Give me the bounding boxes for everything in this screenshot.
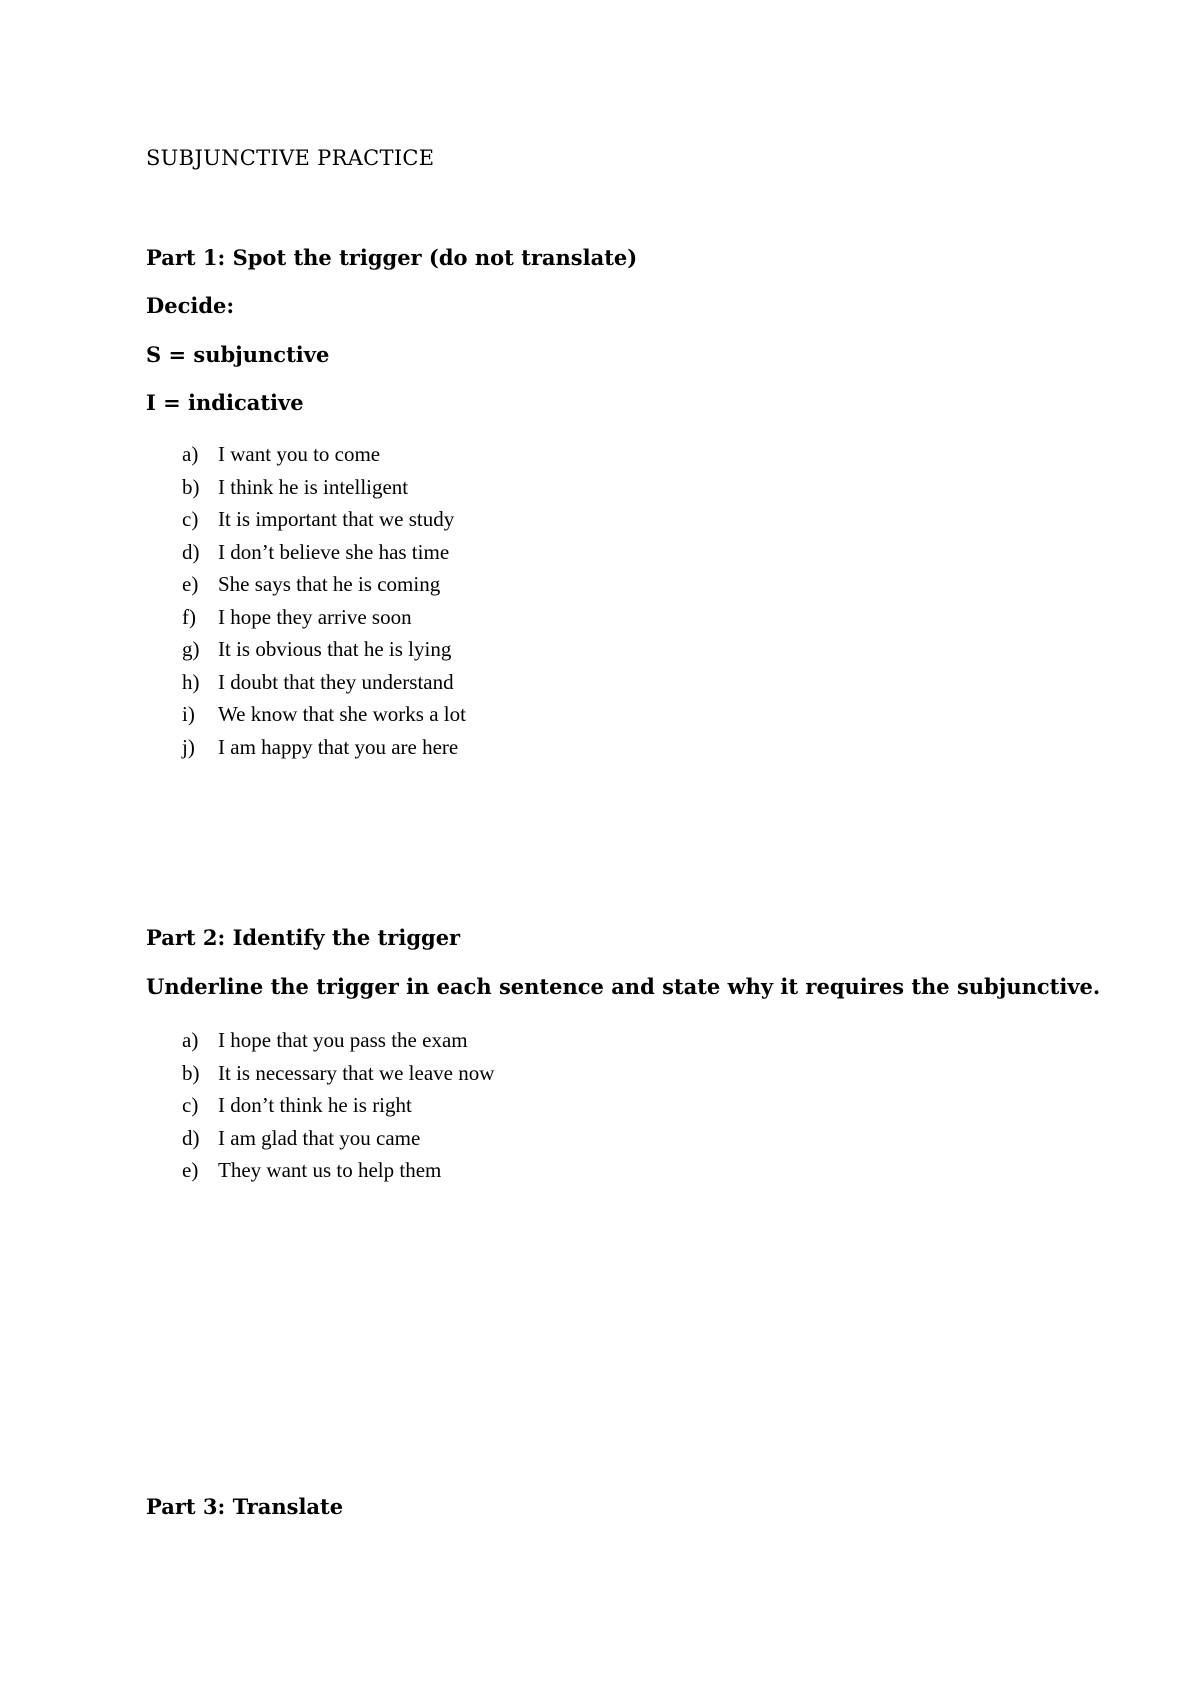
part2-heading: Part 2: Identify the trigger [146, 925, 461, 950]
list-marker: a) [182, 1028, 199, 1052]
list-item-text: I don’t think he is right [218, 1093, 412, 1117]
list-item [146, 471, 466, 504]
list-item-text: I want you to come [218, 442, 381, 466]
list-item [146, 503, 466, 536]
list-item-text: I think he is intelligent [218, 474, 409, 499]
list-item [146, 1024, 494, 1057]
list-item-text: She says that he is coming [218, 572, 441, 596]
list-item-text: We know that she works a lot [218, 702, 466, 726]
list-item-text: I hope that you pass the exam [218, 1028, 468, 1052]
part1-key-indicative: I = indicative [146, 390, 304, 415]
list-marker: e) [182, 572, 199, 596]
list-item-text: It is important that we study [218, 507, 455, 531]
part2-exercise-list [146, 1024, 494, 1187]
list-item [146, 601, 466, 634]
list-marker: d) [182, 539, 200, 564]
document-title: SUBJUNCTIVE PRACTICE [146, 146, 435, 170]
part1-exercise-list [146, 438, 466, 763]
list-item-text: It is obvious that he is lying [218, 637, 452, 661]
list-item [146, 666, 466, 699]
list-marker: i) [182, 702, 195, 726]
list-item-text: It is necessary that we leave now [218, 1060, 495, 1085]
list-marker: c) [182, 507, 199, 531]
part1-heading: Part 1: Spot the trigger (do not translate) [146, 245, 638, 270]
list-item [146, 1122, 494, 1155]
list-marker: f) [182, 604, 196, 629]
list-marker: b) [182, 1060, 200, 1085]
list-item [146, 1154, 494, 1187]
list-item-text: I am happy that you are here [218, 734, 459, 759]
list-item [146, 633, 466, 666]
list-item [146, 731, 466, 764]
list-item [146, 536, 466, 569]
list-item-text: I hope they arrive soon [218, 604, 412, 629]
part3-heading: Part 3: Translate [146, 1494, 344, 1519]
list-item-text: I am glad that you came [218, 1125, 421, 1150]
list-item [146, 698, 466, 731]
list-item-text: I don’t believe she has time [218, 539, 450, 564]
list-marker: g) [182, 637, 200, 661]
part1-key-subjunctive: S = subjunctive [146, 342, 330, 367]
list-item [146, 568, 466, 601]
part1-decide-label: Decide: [146, 293, 235, 318]
list-item [146, 438, 466, 471]
list-marker: c) [182, 1093, 199, 1117]
list-marker: b) [182, 474, 200, 499]
list-item [146, 1089, 494, 1122]
list-item-text: They want us to help them [218, 1158, 442, 1182]
list-item-text: I doubt that they understand [218, 669, 454, 694]
list-marker: h) [182, 669, 200, 694]
list-item [146, 1057, 494, 1090]
list-marker: e) [182, 1158, 199, 1182]
list-marker: a) [182, 442, 199, 466]
list-marker: d) [182, 1125, 200, 1150]
list-marker: j) [182, 734, 195, 759]
part2-instruction: Underline the trigger in each sentence and state why it requires the subjunctive. [146, 974, 1101, 999]
